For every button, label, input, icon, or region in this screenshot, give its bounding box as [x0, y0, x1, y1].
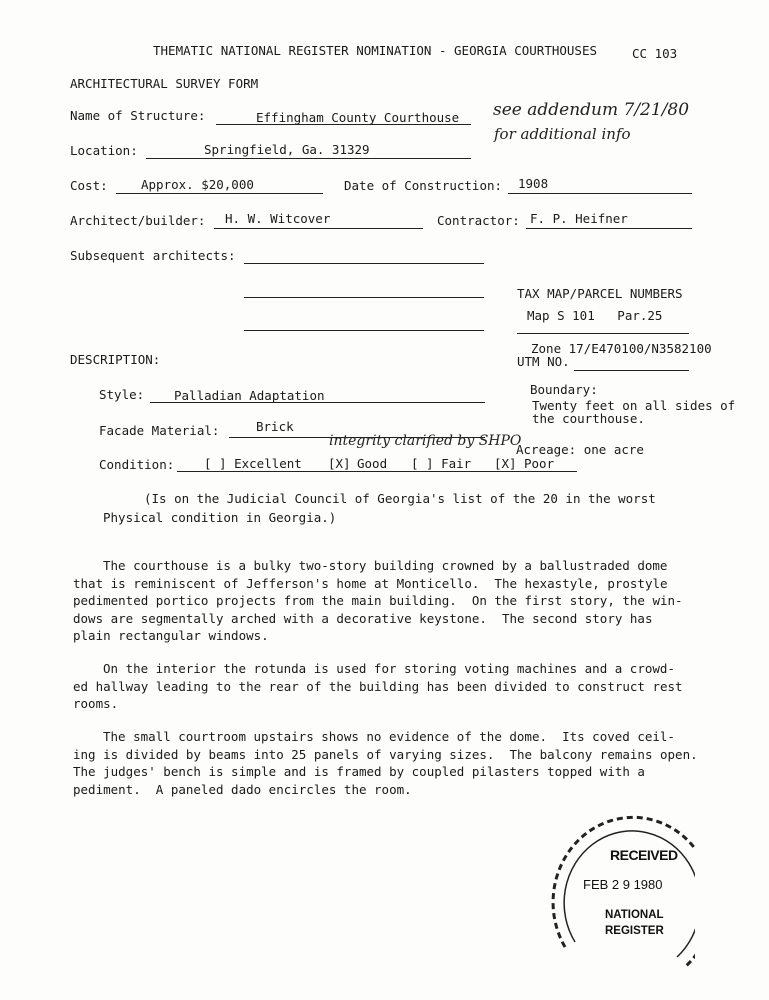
condition-good-box: [X]	[328, 456, 351, 471]
condition-underline	[177, 471, 577, 472]
condition-label: Condition:	[99, 457, 175, 472]
location-label: Location:	[70, 143, 138, 158]
form-code: CC 103	[632, 46, 678, 61]
stamp-ring-icon	[545, 797, 695, 987]
utm-underline	[574, 370, 689, 371]
contractor-underline	[526, 228, 692, 229]
subsequent-underline-1	[244, 263, 484, 264]
condition-poor: Poor	[524, 456, 555, 471]
date-value: 1908	[518, 176, 549, 191]
style-value: Palladian Adaptation	[174, 388, 325, 403]
tax-underline	[517, 333, 689, 334]
date-underline	[508, 193, 692, 194]
style-label: Style:	[99, 387, 145, 402]
paragraph-courtroom: The small courtroom upstairs shows no evidence of the dome. Its coved ceil- ing is divided by beams into 25 panels of varying sizes. The balcony remains open. The judges' bench is simple and is framed by coupled pilasters topped with a pediment. A paneled dado encircles the room.	[73, 729, 698, 797]
contractor-label: Contractor:	[437, 213, 520, 228]
architect-label: Architect/builder:	[70, 213, 206, 228]
stamp-national: NATIONAL	[605, 909, 664, 921]
form-subtitle: ARCHITECTURAL SURVEY FORM	[70, 76, 259, 91]
zone-value: Zone 17/E470100/N3582100	[531, 341, 712, 356]
stamp-received: RECEIVED	[610, 847, 678, 863]
condition-excellent: [ ] Excellent	[204, 456, 302, 471]
form-title: THEMATIC NATIONAL REGISTER NOMINATION - GEORGIA COURTHOUSES	[153, 43, 598, 58]
cost-value: Approx. $20,000	[141, 177, 254, 192]
boundary-line2: the courthouse.	[532, 411, 645, 426]
facade-label: Facade Material:	[99, 423, 220, 438]
contractor-value: F. P. Heifner	[530, 211, 628, 226]
integrity-note: integrity clarified by SHPO	[329, 433, 522, 449]
date-label: Date of Construction:	[344, 178, 503, 193]
tax-value: Map S 101 Par.25	[527, 308, 663, 323]
condition-good: Good	[357, 456, 388, 471]
paragraph-interior: On the interior the rotunda is used for storing voting machines and a crowd- ed hallway leading to the rear of the building has been divided to construct rest rooms.	[73, 661, 683, 711]
facade-value: Brick	[256, 419, 294, 434]
addendum-note-line2: for additional info	[494, 125, 631, 143]
cost-label: Cost:	[70, 178, 108, 193]
judicial-note-line1: (Is on the Judicial Council of Georgia's list of the 20 in the worst	[144, 491, 656, 506]
stamp-date: FEB 2 9 1980	[583, 877, 663, 892]
boundary-line1: Twenty feet on all sides of	[532, 398, 736, 413]
paragraph-exterior: The courthouse is a bulky two-story building crowned by a ballustraded dome that is reminiscent of Jefferson's home at Monticello. The hexastyle, prostyle pedimented portico projects from the main building. On the first story, the win- dows are segmentally arched with a decorative keystone. The second story has plain rectangular windows.	[73, 558, 683, 643]
received-stamp	[545, 797, 695, 987]
name-value: Effingham County Courthouse	[256, 110, 460, 125]
addendum-note: see addendum 7/21/80	[493, 100, 690, 120]
location-value: Springfield, Ga. 31329	[204, 142, 370, 157]
subsequent-underline-3	[244, 330, 484, 331]
description-heading: DESCRIPTION:	[70, 352, 161, 367]
architect-underline	[214, 228, 423, 229]
judicial-note-line2: Physical condition in Georgia.)	[103, 510, 337, 525]
condition-poor-box: [X]	[494, 456, 517, 471]
cost-underline	[116, 193, 323, 194]
location-underline	[146, 158, 471, 159]
architect-value: H. W. Witcover	[225, 211, 331, 226]
boundary-label: Boundary:	[530, 382, 598, 397]
acreage: Acreage: one acre	[516, 442, 644, 457]
name-label: Name of Structure:	[70, 108, 206, 123]
stamp-register: REGISTER	[605, 925, 664, 937]
tax-heading: TAX MAP/PARCEL NUMBERS	[517, 286, 683, 301]
utm-label: UTM NO.	[517, 354, 570, 369]
condition-fair: [ ] Fair	[411, 456, 472, 471]
subsequent-label: Subsequent architects:	[70, 248, 236, 263]
subsequent-underline-2	[244, 297, 484, 298]
